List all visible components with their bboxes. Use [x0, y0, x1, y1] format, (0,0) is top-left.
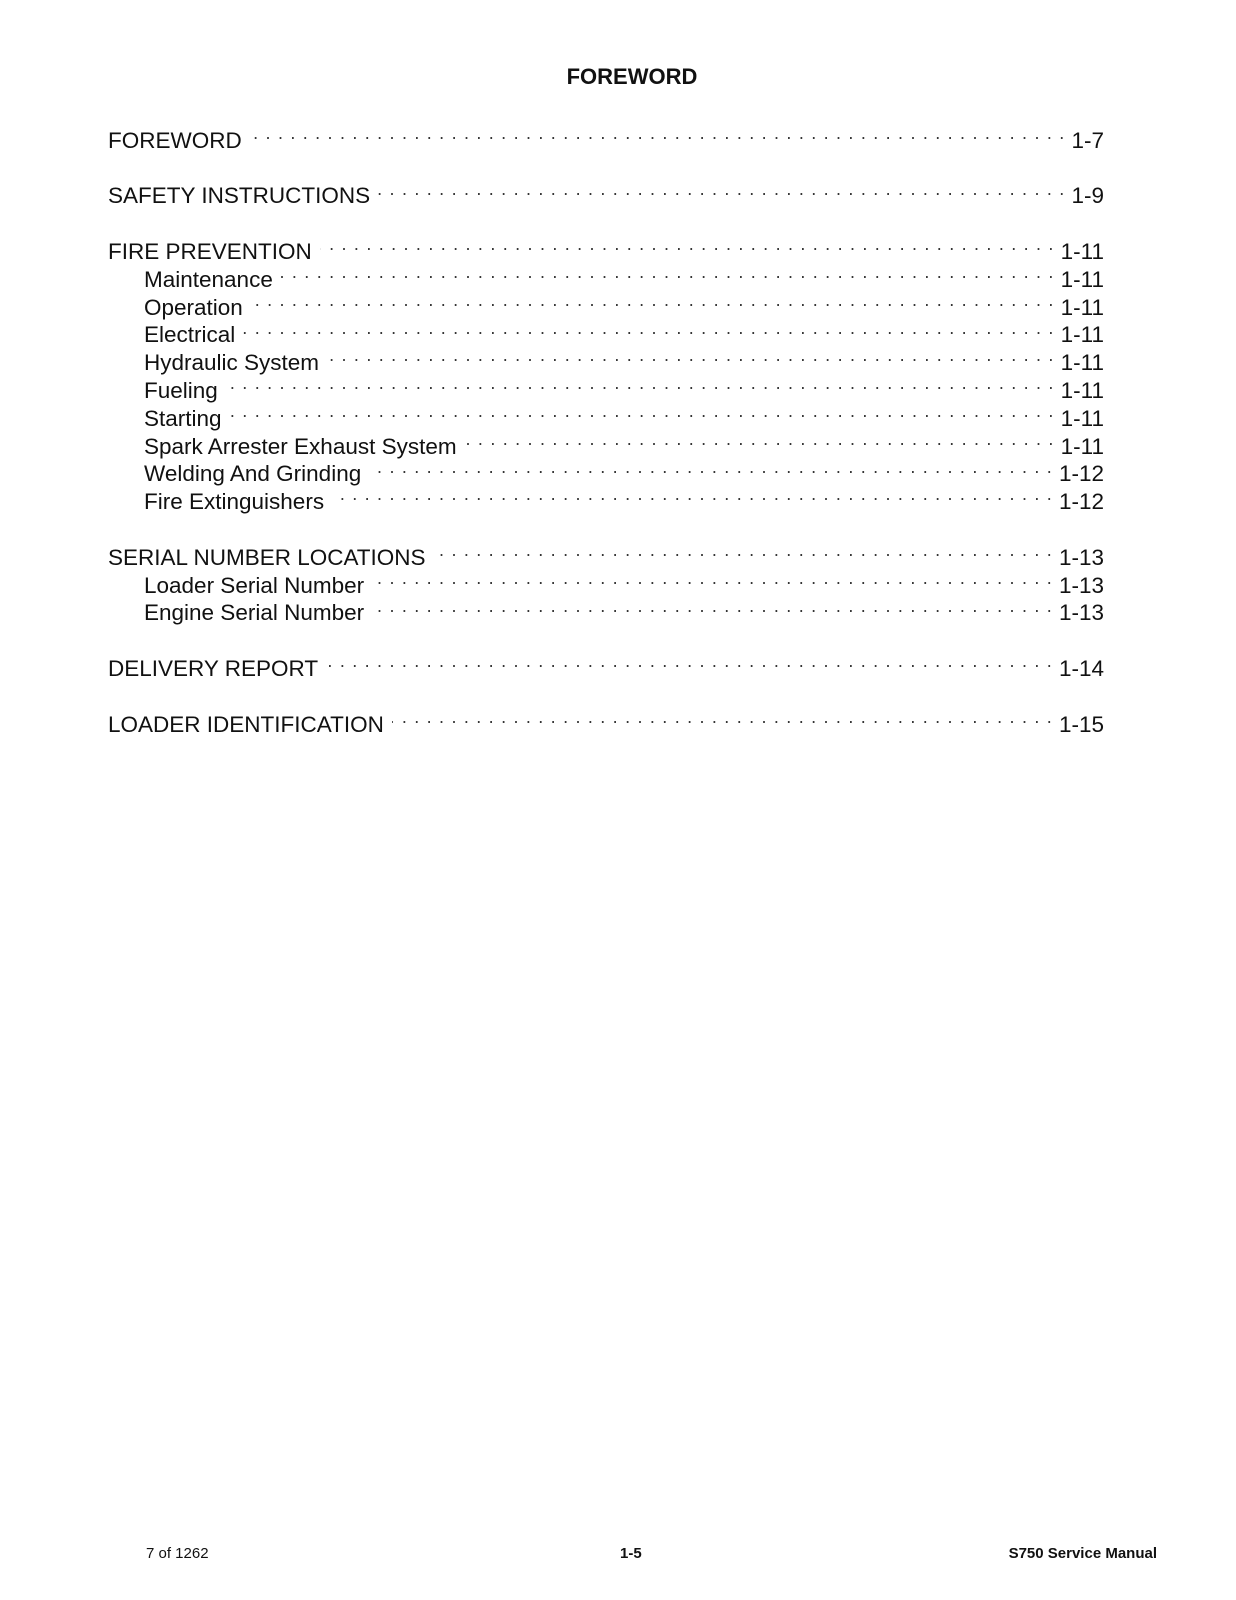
- toc-entry-foreword[interactable]: [108, 120, 1104, 153]
- toc-entry-page: 1-11: [1060, 294, 1104, 320]
- toc-entry-label: Spark Arrester Exhaust System: [144, 433, 457, 459]
- dot-leader: [326, 648, 1053, 676]
- toc-entry-page: 1-11: [1060, 405, 1104, 431]
- toc-entry-label: DELIVERY REPORT: [108, 655, 319, 681]
- dot-leader: [392, 704, 1053, 732]
- toc-entry-label: Operation: [144, 294, 243, 320]
- dot-leader: [243, 315, 1054, 343]
- toc-entry-label: Engine Serial Number: [144, 600, 365, 626]
- table-of-contents: [108, 120, 1104, 737]
- dot-leader: [378, 176, 1065, 204]
- dot-leader: [434, 537, 1053, 565]
- toc-entry-page: 1-11: [1060, 350, 1104, 376]
- toc-entry-page: 1-11: [1060, 266, 1104, 292]
- dot-leader: [327, 342, 1055, 370]
- dot-leader: [281, 259, 1055, 287]
- toc-entry-fueling[interactable]: [108, 370, 1104, 403]
- toc-entry-label: FOREWORD: [108, 127, 242, 153]
- toc-entry-electrical[interactable]: [108, 315, 1104, 348]
- pdf-page-position: 7 of 1262: [146, 1545, 209, 1562]
- toc-entry-label: Electrical: [144, 322, 236, 348]
- toc-entry-serial-number-locations[interactable]: [108, 537, 1104, 570]
- toc-entry-delivery-report[interactable]: [108, 648, 1104, 681]
- toc-entry-label: LOADER IDENTIFICATION: [108, 711, 384, 737]
- toc-entry-page: 1-9: [1071, 183, 1104, 209]
- toc-entry-label: Fueling: [144, 377, 218, 403]
- toc-entry-loader-identification[interactable]: [108, 704, 1104, 737]
- toc-entry-fire-prevention[interactable]: [108, 231, 1104, 264]
- toc-entry-label: Loader Serial Number: [144, 572, 365, 598]
- dot-leader: [332, 481, 1053, 509]
- page-title: FOREWORD: [566, 64, 698, 89]
- manual-title: S750 Service Manual: [1008, 1545, 1157, 1562]
- dot-leader: [320, 231, 1055, 259]
- toc-entry-label: SAFETY INSTRUCTIONS: [108, 183, 371, 209]
- dot-leader: [226, 370, 1055, 398]
- dot-leader: [372, 593, 1053, 621]
- toc-entry-page: 1-14: [1058, 655, 1104, 681]
- toc-entry-page: 1-12: [1058, 489, 1104, 515]
- toc-entry-page: 1-13: [1058, 572, 1104, 598]
- toc-entry-starting[interactable]: [108, 398, 1104, 431]
- toc-entry-page: 1-13: [1058, 600, 1104, 626]
- toc-entry-operation[interactable]: [108, 287, 1104, 320]
- dot-leader: [369, 454, 1053, 482]
- toc-entry-spark-arrester-exhaust-system[interactable]: [108, 426, 1104, 459]
- toc-entry-label: Welding And Grinding: [144, 461, 362, 487]
- toc-entry-page: 1-13: [1058, 544, 1104, 570]
- toc-entry-page: 1-11: [1060, 433, 1104, 459]
- dot-leader: [251, 287, 1055, 315]
- page-number: 1-5: [620, 1545, 642, 1562]
- dot-leader: [230, 398, 1055, 426]
- toc-entry-page: 1-7: [1071, 127, 1104, 153]
- toc-entry-label: Hydraulic System: [144, 350, 320, 376]
- spacer: [108, 148, 1104, 176]
- toc-entry-page: 1-12: [1058, 461, 1104, 487]
- dot-leader: [250, 120, 1066, 148]
- toc-entry-label: SERIAL NUMBER LOCATIONS: [108, 544, 426, 570]
- dot-leader: [465, 426, 1055, 454]
- toc-entry-label: Starting: [144, 405, 222, 431]
- toc-entry-page: 1-11: [1060, 238, 1104, 264]
- toc-entry-label: FIRE PREVENTION: [108, 238, 312, 264]
- toc-entry-page: 1-11: [1060, 377, 1104, 403]
- toc-entry-safety-instructions[interactable]: [108, 176, 1104, 209]
- toc-entry-page: 1-11: [1060, 322, 1104, 348]
- toc-entry-label: Fire Extinguishers: [144, 489, 325, 515]
- toc-entry-page: 1-15: [1058, 711, 1104, 737]
- toc-entry-hydraulic-system[interactable]: [108, 342, 1104, 376]
- toc-entry-label: Maintenance: [144, 266, 273, 292]
- dot-leader: [372, 565, 1053, 593]
